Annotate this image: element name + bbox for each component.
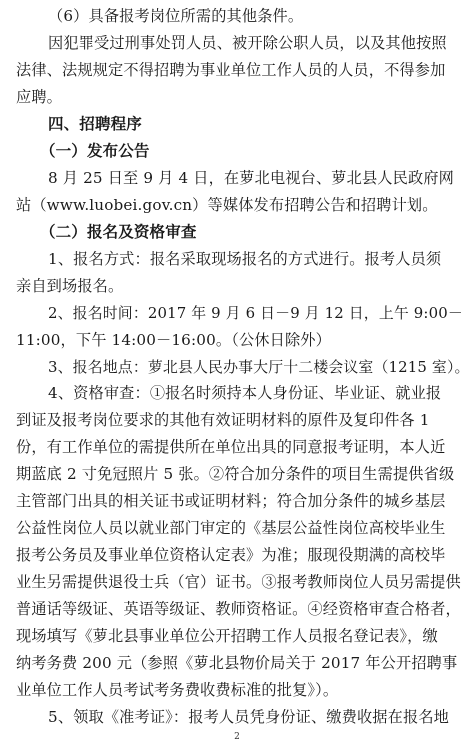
text-line: 到证及报考岗位要求的其他有效证明材料的原件及复印件各 1 <box>16 411 430 429</box>
text-line: 业生另需提供退役士兵（官）证书。③报考教师岗位人员另需提供 <box>16 573 461 591</box>
text-line: 8 月 25 日至 9 月 4 日，在萝北电视台、萝北县人民政府网 <box>48 169 454 187</box>
subsection-heading: （一）发布公告 <box>40 142 150 160</box>
subsection-heading: （二）报名及资格审查 <box>40 223 197 241</box>
text-line: 期蓝底 2 寸免冠照片 5 张。②符合加分条件的项目生需提供省级 <box>16 465 455 483</box>
text-line: 报考公务员及事业单位资格认定表》为准；服现役期满的高校毕 <box>16 546 446 564</box>
text-line: 11:00，下午 14:00－16:00。（公休日除外） <box>16 331 331 349</box>
text-line: 1、报名方式：报名采取现场报名的方式进行。报考人员须 <box>48 250 442 268</box>
text-line: 因犯罪受过刑事处罚人员、被开除公职人员，以及其他按照 <box>48 34 447 52</box>
text-line: 份，有工作单位的需提供所在单位出具的同意报考证明，本人近 <box>16 438 446 456</box>
text-line: 站（www.luobei.gov.cn）等媒体发布招聘公告和招聘计划。 <box>16 196 438 214</box>
text-line: 亲自到场报名。 <box>16 277 124 295</box>
page-number: 2 <box>234 732 240 742</box>
text-line: 2、报名时间：2017 年 9 月 6 日－9 月 12 日，上午 9:00－ <box>48 304 463 322</box>
text-line: 3、报名地点：萝北县人民办事大厅十二楼会议室（1215 室）。 <box>48 358 470 376</box>
text-line: 5、领取《准考证》：报考人员凭身份证、缴费收据在报名地 <box>48 708 449 726</box>
text-line: 现场填写《萝北县事业单位公开招聘工作人员报名登记表》，缴 <box>16 627 438 645</box>
text-line: 4、资格审查：①报名时须持本人身份证、毕业证、就业报 <box>48 384 442 402</box>
text-line: 应聘。 <box>16 88 63 106</box>
text-line: 普通话等级证、英语等级证、教师资格证。④经资格审查合格者， <box>16 600 461 618</box>
text-line: 业单位工作人员考试考务费收费标准的批复》）。 <box>16 681 339 699</box>
text-line: 纳考务费 200 元（参照《萝北县物价局关于 2017 年公开招聘事 <box>16 654 458 672</box>
text-line: 主管部门出具的相关证书或证明材料；符合加分条件的城乡基层 <box>16 492 446 510</box>
text-line: 法律、法规规定不得招聘为事业单位工作人员的人员，不得参加 <box>16 61 446 79</box>
text-line: 公益性岗位人员以就业部门审定的《基层公益性岗位高校毕业生 <box>16 519 446 537</box>
section-heading: 四、招聘程序 <box>48 115 142 133</box>
text-line: （6）具备报考岗位所需的其他条件。 <box>48 7 304 25</box>
